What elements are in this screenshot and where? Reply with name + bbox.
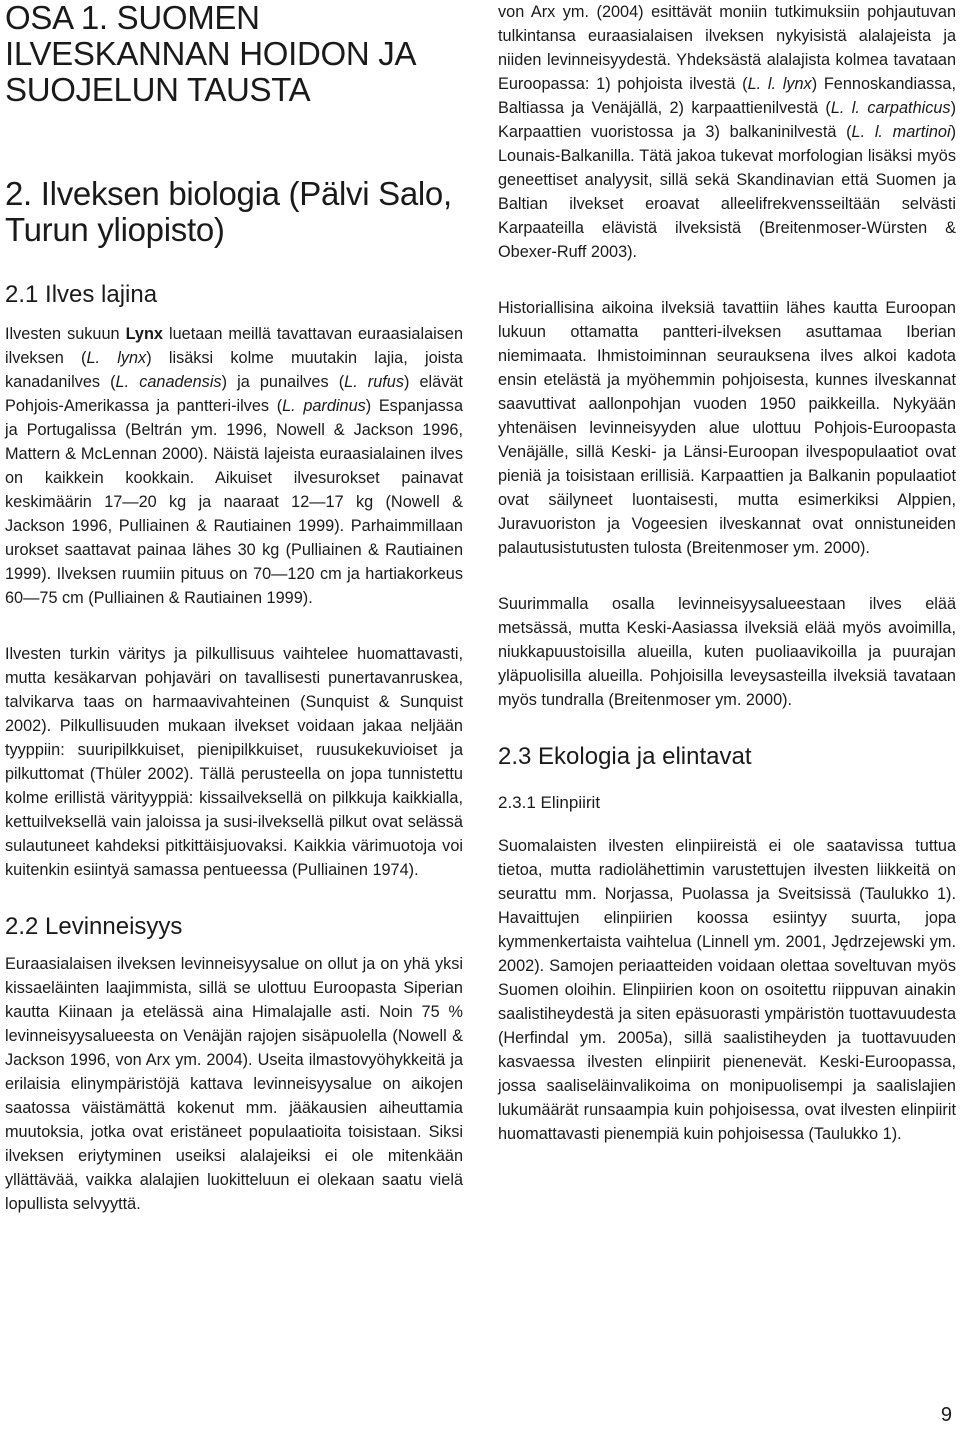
species-name: L. pardinus bbox=[282, 397, 366, 415]
text-run: luetaan meillä tavattavan euraasialaisen ilveksen ( bbox=[5, 325, 463, 367]
paragraph-elinpiirit: Suomalaisten ilvesten elinpiireistä ei ole saatavissa tuttua tietoa, mutta radiolähettimin varustettujen ilvesten liikkeitä on seurattu mm. Norjassa, Puolassa ja Sveitsissä (Taulukko 1). Havaittujen elinpiirien koossa esiintyy suurta, jopa kymmenkertaista vaihtelua (Linnell ym. 2001, Jędrzejewski ym. 2002). Samojen periaatteiden voidaan olettaa soveltuvan myös Suomen oloihin. Elinpiirien koon on osoitettu riippuvan ainakin saalistiheydestä ja siten epäsuorasti ympäristön tuottavuudesta (Herfindal ym. 2005a), sillä saalistiheyden ja tuottavuuden kasvaessa ilvesten elinpiirit pienenevät. Keski-Euroopassa, jossa saaliseläinvalikoima on monipuolisempi ja saalislajien lukumäärät runsaampia kuin pohjoisessa, ovat ilvesten elinpiirit huomattavasti pienempiä kuin pohjoisessa (Taulukko 1). bbox=[498, 837, 956, 1143]
section-2-3-1-title: 2.3.1 Elinpiirit bbox=[498, 793, 601, 812]
paragraph-alalajit bbox=[498, 0, 956, 264]
section-2-title: 2. Ilveksen biologia (Pälvi Salo, Turun yliopisto) bbox=[5, 175, 452, 248]
page-number: 9 bbox=[940, 1404, 952, 1426]
paragraph-ilves-lajina bbox=[5, 322, 463, 610]
text-run: von Arx ym. (2004) esittävät moniin tutkimuksiin pohjautuvan tulkintansa euraasialaisen ilveksen nykyisistä alalajeista ja niiden levinneisyydestä. Yhdeksästä alalajista kolmea tavataan Euroopassa: 1) pohjoista ilvestä ( bbox=[498, 3, 956, 93]
text-run: ) Espanjassa ja Portugalissa (Beltrán ym. 1996, Nowell & Jackson 1996, Mattern & McLennan 2000). Näistä lajeista euraasialainen ilves on kaikkein kookkain. Aikuiset ilvesurokset painavat keskimäärin 17—20 kg ja naaraat 12—17 kg (Nowell & Jackson 1996, Pulliainen & Rautiainen 1999). Parhaimmillaan urokset saattavat painaa lähes 30 kg (Pulliainen & Rautiainen 1999). Ilveksen ruumiin pituus on 70—120 cm ja hartiakorkeus 60—75 cm (Pulliainen & Rautiainen 1999). bbox=[5, 397, 463, 607]
paragraph-turkin-varitys: Ilvesten turkin väritys ja pilkullisuus vaihtelee huomattavasti, mutta kesäkarvan pohjaväri on tavallisesti punertavanruskea, talvikarva taas on harmaavivahteinen (Sunquist & Sunquist 2002). Pilkullisuuden mukaan ilvekset voidaan jakaa neljään tyyppiin: suuripilkkuiset, pienipilkkuiset, ruusukekuvioiset ja pilkuttomat (Thüler 2002). Tällä perusteella on jopa tunnistettu kolme erillistä värityyppiä: kissailveksellä on pilkkuja kaikkialla, kettuilveksellä vain jaloissa ja susi-ilveksellä pilkut ovat selässä sulautuneet kahdeksi pitkittäisjuovaksi. Kaikkia värimuotoja voi kuitenkin esiintyä samassa pentueessa (Pulliainen 1974). bbox=[5, 645, 463, 879]
genus-name: Lynx bbox=[125, 325, 163, 343]
text-run: ) Karpaattien vuoristossa ja 3) balkaninilvestä ( bbox=[498, 99, 956, 141]
text-run: Ilvesten sukuun bbox=[5, 325, 126, 343]
left-column bbox=[5, 0, 463, 1216]
species-name: L. lynx bbox=[86, 349, 147, 367]
text-run: ) elävät Pohjois-Amerikassa ja pantteri-ilves ( bbox=[5, 373, 463, 415]
section-2-2-title: 2.2 Levinneisyys bbox=[5, 913, 183, 940]
text-run: ) Lounais-Balkanilla. Tätä jakoa tukevat morfologian lisäksi myös geneettiset analyysit, sillä sekä Skandinavian että Suomen ja Baltian ilvekset eroavat alleelifrekvensseiltään selvästi Karpaateilla elävistä ilveksistä (Breitenmoser-Würsten & Obexer-Ruff 2003). bbox=[498, 123, 956, 261]
subspecies-name: L. l. lynx bbox=[747, 75, 812, 93]
subspecies-name: L. l. carpathicus bbox=[830, 99, 951, 117]
chapter-title: OSA 1. SUOMEN ILVESKANNAN HOIDON JA SUOJELUN TAUSTA bbox=[5, 0, 415, 108]
paragraph-historia: Historiallisina aikoina ilveksiä tavattiin lähes kautta Euroopan lukuun ottamatta pantteri-ilveksen asuttamaa Iberian niemimaata. Ihmistoiminnan seurauksena ilves alkoi kadota ensin etelästä ja myöhemmin pohjoisesta, kunnes ilveskannat saavuttivat aallonpohjan vuoden 1950 paikkeilla. Nykyään yhtenäisen levinneisyyden alue ulottuu Pohjois-Euroopasta Venäjälle, sillä Keski- ja Länsi-Euroopan ilvespopulaatiot ovat pieniä ja toisistaan erillisiä. Karpaattien ja Balkanin populaatiot ovat säilyneet luontaisesti, mutta esimerkiksi Alppien, Juravuoriston ja Vogeesien ilveskannat ovat onnistuneiden palautusistutusten tulosta (Breitenmoser ym. 2000). bbox=[498, 299, 956, 557]
text-run: ) Fennoskandiassa, Baltiassa ja Venäjällä, 2) karpaattienilvestä ( bbox=[498, 75, 956, 117]
subspecies-name: L. l. martinoi bbox=[851, 123, 951, 141]
text-run: ) ja punailves ( bbox=[221, 373, 345, 391]
right-column bbox=[498, 0, 956, 1146]
paragraph-elinymparisto: Suurimmalla osalla levinneisyysalueestaan ilves elää metsässä, mutta Keski-Aasiassa ilveksiä elää myös avoimilla, niukkapuustoisilla alueilla, kuten puoliaavikoilla ja puurajan yläpuolisilla alueilla. Pohjoisilla leveysasteilla ilveksiä tavataan myös tundralla (Breitenmoser ym. 2000). bbox=[498, 595, 956, 709]
section-2-3-title: 2.3 Ekologia ja elintavat bbox=[498, 743, 752, 770]
section-2-1-title: 2.1 Ilves lajina bbox=[5, 281, 158, 308]
species-name: L. canadensis bbox=[115, 373, 222, 391]
paragraph-levinneisyys: Euraasialaisen ilveksen levinneisyysalue on ollut ja on yhä yksi kissaeläinten laajimmista, sillä se ulottuu Euroopasta Siperian kautta Kiinaan ja etelässä aina Himalajalle asti. Noin 75 % levinneisyysalueesta on Venäjän rajojen sisäpuolella (Nowell & Jackson 1996, von Arx ym. 2004). Useita ilmastovyöhykkeitä ja erilaisia elinympäristöjä kattava levinneisyysalue on aikojen saatossa väistämättä kokenut mm. jääkausien aiheuttamia muutoksia, jotka ovat eristäneet populaatioita toisistaan. Siksi ilveksen eriytyminen useiksi alalajeiksi ei ole mitenkään yllättävää, vaikka alalajien luokitteluun ei olekaan saatu vielä lopullista selvyyttä. bbox=[5, 955, 463, 1213]
text-run: ) lisäksi kolme muutakin lajia, joista kanadanilves ( bbox=[5, 349, 463, 391]
species-name: L. rufus bbox=[344, 373, 404, 391]
